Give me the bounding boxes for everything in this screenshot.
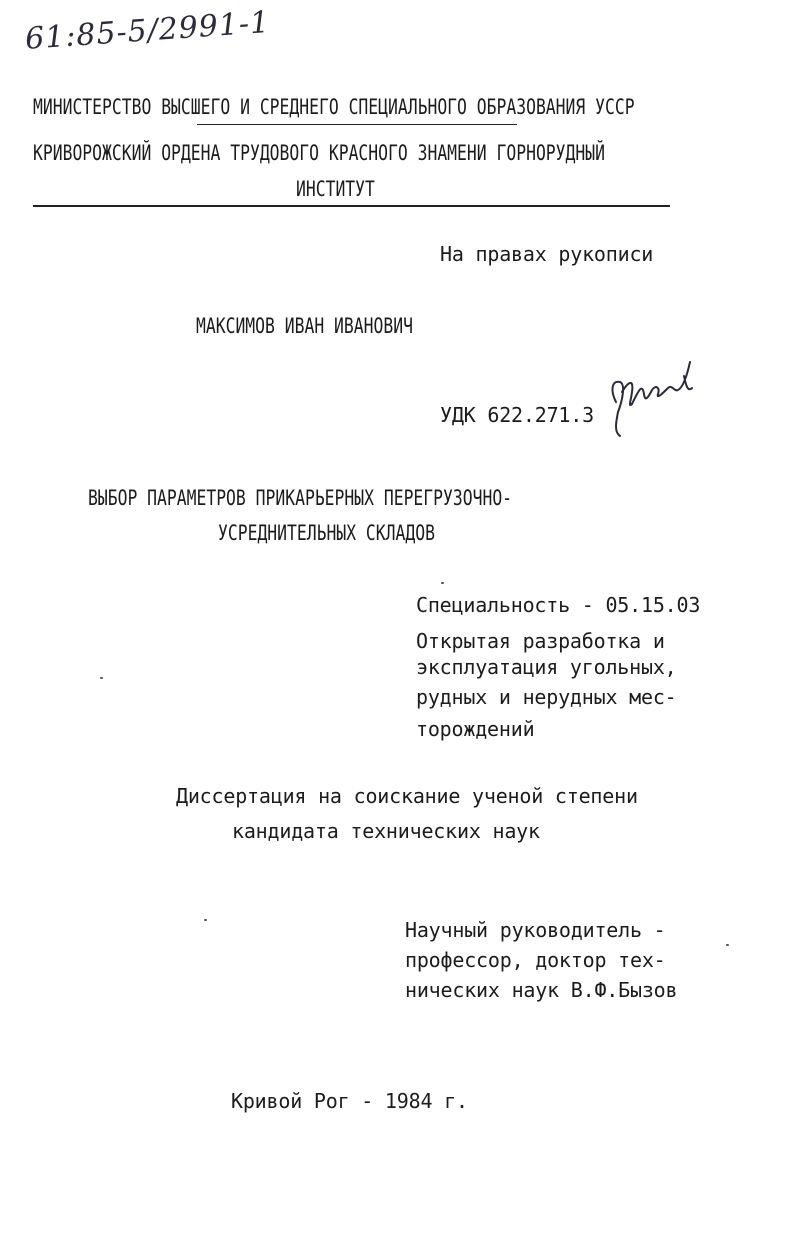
- place-and-year: Кривой Рог - 1984 г.: [231, 1089, 468, 1113]
- ministry-underline: [197, 124, 517, 125]
- author-name: МАКСИМОВ ИВАН ИВАНОВИЧ: [196, 314, 413, 338]
- scan-speck: [100, 677, 103, 679]
- institute-heading-line1: КРИВОРОЖСКИЙ ОРДЕНА ТРУДОВОГО КРАСНОГО ЗНАМЕНИ ГОРНОРУДНЫЙ: [33, 141, 605, 165]
- supervisor-line3: нических наук В.Ф.Бызов: [405, 978, 678, 1002]
- thesis-title-line1: ВЫБОР ПАРАМЕТРОВ ПРИКАРЬЕРНЫХ ПЕРЕГРУЗОЧНО-: [88, 486, 513, 510]
- degree-line2: кандидата технических наук: [232, 819, 540, 843]
- supervisor-line2: профессор, доктор тех-: [405, 948, 666, 972]
- archive-mark: 61:85-5/2991-1: [24, 4, 272, 57]
- supervisor-line1: Научный руководитель -: [405, 918, 666, 942]
- specialty-line5: торождений: [416, 717, 535, 741]
- scan-speck: [726, 944, 729, 946]
- ministry-heading: МИНИСТЕРСТВО ВЫСШЕГО И СРЕДНЕГО СПЕЦИАЛЬНОГО ОБРАЗОВАНИЯ УССР: [33, 95, 635, 119]
- degree-line1: Диссертация на соискание ученой степени: [176, 784, 638, 808]
- specialty-line1: Специальность - 05.15.03: [416, 593, 701, 617]
- specialty-line3: эксплуатация угольных,: [416, 655, 677, 679]
- header-divider: [33, 205, 670, 207]
- author-signature: [598, 352, 698, 442]
- specialty-line2: Открытая разработка и: [416, 629, 665, 653]
- specialty-line4: рудных и нерудных мес-: [416, 685, 677, 709]
- institute-heading-line2: ИНСТИТУТ: [296, 177, 375, 201]
- udc-code: УДК 622.271.3: [440, 403, 594, 427]
- manuscript-rights: На правах рукописи: [440, 242, 654, 266]
- scan-speck: [204, 919, 207, 921]
- thesis-title-line2: УСРЕДНИТЕЛЬНЫХ СКЛАДОВ: [218, 521, 435, 545]
- scan-speck: [441, 582, 444, 584]
